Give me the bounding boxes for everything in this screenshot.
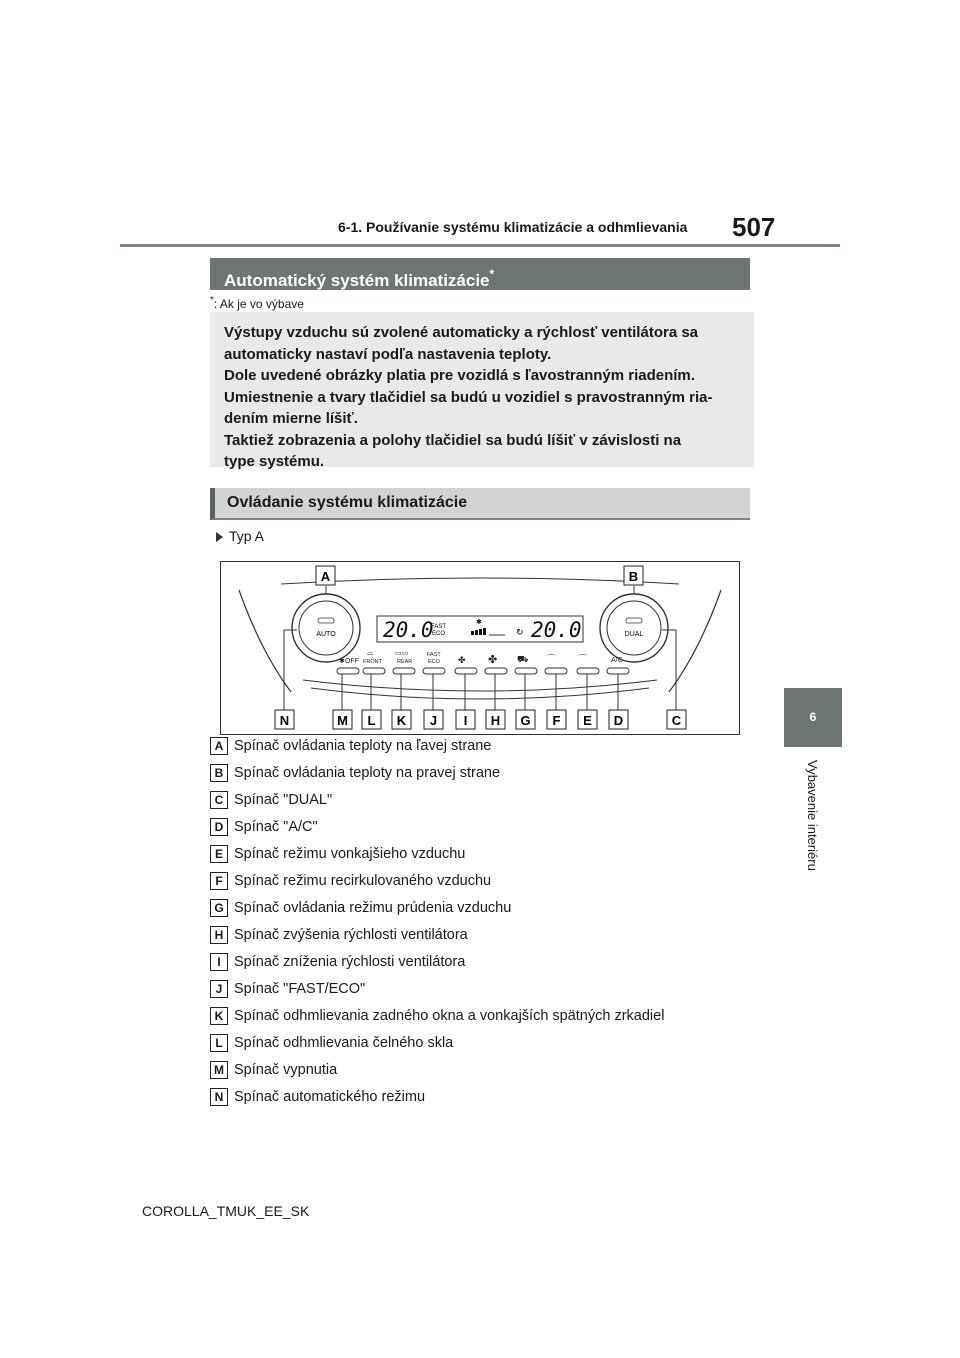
callout-label: I <box>463 713 468 728</box>
ac-button <box>485 668 507 674</box>
ac-panel-figure <box>220 561 740 735</box>
legend-text: Spínač zvýšenia rýchlosti ventilátora <box>234 927 468 943</box>
footer-doc-id: COROLLA_TMUK_EE_SK <box>142 1203 310 1219</box>
legend-text: Spínač ovládania režimu prúdenia vzduchu <box>234 900 512 916</box>
svg-text:▭▭: ▭▭ <box>395 649 409 657</box>
ac-button <box>393 668 415 674</box>
right-temp-knob <box>600 594 668 662</box>
callout-label: M <box>337 713 348 728</box>
legend-item <box>210 844 465 864</box>
legend-text: Spínač "A/C" <box>234 819 318 835</box>
legend-item <box>210 763 500 783</box>
knob-auto-label: AUTO <box>316 631 336 638</box>
type-label <box>216 528 264 544</box>
btn-front-label: FRONT <box>363 659 382 665</box>
callout-label: B <box>628 569 639 584</box>
triangle-bullet-icon <box>216 532 223 542</box>
legend-key: E <box>210 845 228 863</box>
page-number: 507 <box>732 212 776 242</box>
legend-key: C <box>210 791 228 809</box>
legend-text: Spínač odhmlievania čelného skla <box>234 1035 454 1051</box>
heading-auto-ac-text: Automatický systém klimatizácie <box>224 271 490 290</box>
ac-button <box>423 668 445 674</box>
ac-button <box>337 668 359 674</box>
legend-key: H <box>210 926 228 944</box>
legend-item <box>210 790 332 810</box>
legend-key: I <box>210 953 228 971</box>
section-title: 6-1. Používanie systému klimatizácie a odhmlievania <box>338 219 688 235</box>
intro-line: Dole uvedené obrázky platia pre vozidlá s ľavostranným riadením. <box>224 367 695 384</box>
btn-fast-label: FAST <box>427 652 441 658</box>
btn-ac-label: A/C <box>611 657 623 664</box>
intro-line: type systému. <box>224 453 325 470</box>
svg-text:⌒: ⌒ <box>578 655 588 665</box>
legend-key: B <box>210 764 228 782</box>
legend-item <box>210 979 365 999</box>
ac-button <box>363 668 385 674</box>
footnote-text: : Ak je vo výbave <box>213 297 304 311</box>
intro-line: automaticky nastaví podľa nastavenia teploty. <box>224 345 552 363</box>
chapter-tab: 6 <box>784 688 842 747</box>
legend-item <box>210 1033 453 1053</box>
intro-line: Výstupy vzduchu sú zvolené automaticky a rýchlosť ventilátora sa <box>224 324 699 341</box>
callout-label: L <box>367 713 376 728</box>
callout-label: N <box>279 713 290 728</box>
callout-label: E <box>583 713 592 728</box>
svg-text:⌓: ⌓ <box>367 648 374 657</box>
legend-text: Spínač "DUAL" <box>234 792 333 808</box>
callout-label: H <box>490 713 501 728</box>
callout-label: K <box>396 713 407 728</box>
display-eco: ECO <box>432 631 446 637</box>
btn-rear-label: REAR <box>397 659 413 665</box>
chapter-label: Vybavenie interiéru <box>805 760 820 871</box>
legend-text: Spínač odhmlievania zadného okna a vonkajších spätných zrkadiel <box>234 1008 665 1024</box>
legend-key: K <box>210 1007 228 1025</box>
left-temp-knob <box>292 594 360 662</box>
footnote <box>210 295 304 311</box>
legend-key: G <box>210 899 228 917</box>
legend-item <box>210 871 491 891</box>
display-fast: FAST <box>431 624 447 630</box>
callout-label: D <box>613 713 624 728</box>
intro-line: Taktiež zobrazenia a polohy tlačidiel sa budú líšiť v závislosti na <box>224 431 682 449</box>
svg-text:↻: ↻ <box>516 628 524 638</box>
svg-text:✱: ✱ <box>339 657 345 665</box>
ac-button <box>607 668 629 674</box>
svg-text:✱: ✱ <box>476 618 482 626</box>
legend-key: F <box>210 872 228 890</box>
ac-display <box>377 616 583 642</box>
legend-text: Spínač ovládania teploty na pravej strane <box>234 765 501 781</box>
knob-dual-label: DUAL <box>624 631 644 638</box>
callout-label: J <box>429 713 438 728</box>
svg-text:⌒: ⌒ <box>547 655 557 665</box>
btn-eco-label: ECO <box>428 659 440 665</box>
heading-ac-control: Ovládanie systému klimatizácie <box>210 488 750 520</box>
legend-key: A <box>210 737 228 755</box>
legend-item <box>210 898 511 918</box>
display-right-temp: 20.0 <box>531 618 582 642</box>
legend-key: M <box>210 1061 228 1079</box>
legend-item <box>210 925 468 945</box>
legend-key: J <box>210 980 228 998</box>
ac-button <box>577 668 599 674</box>
callout-label: F <box>552 713 561 728</box>
legend-text: Spínač režimu vonkajšieho vzduchu <box>234 846 466 862</box>
intro-box <box>210 312 754 470</box>
legend-item <box>210 736 491 756</box>
footnote-mark: * <box>210 295 214 306</box>
callout-label: C <box>671 713 682 728</box>
callout-label: G <box>520 713 531 728</box>
legend-key: N <box>210 1088 228 1106</box>
ac-button <box>515 668 537 674</box>
display-left-temp: 20.0 <box>383 618 434 642</box>
legend-text: Spínač "FAST/ECO" <box>234 981 366 997</box>
header-rule <box>120 244 840 247</box>
intro-line: Umiestnenie a tvary tlačidiel sa budú u vozidiel s pravostranným ria- <box>224 388 713 406</box>
heading-auto-ac <box>210 258 750 290</box>
type-label-text: Typ A <box>229 528 265 544</box>
legend-text: Spínač ovládania teploty na ľavej strane <box>234 738 492 754</box>
intro-line: dením mierne líšiť. <box>224 410 358 427</box>
legend-text: Spínač zníženia rýchlosti ventilátora <box>234 954 466 970</box>
svg-text:✤: ✤ <box>458 656 466 666</box>
ac-button <box>545 668 567 674</box>
legend-text: Spínač režimu recirkulovaného vzduchu <box>234 873 492 889</box>
btn-off-label: OFF <box>345 658 359 665</box>
callout-label: A <box>320 569 331 584</box>
legend-item <box>210 817 318 837</box>
heading-asterisk: * <box>489 267 495 281</box>
legend-text: Spínač automatického režimu <box>234 1089 426 1105</box>
ac-button <box>455 668 477 674</box>
legend-text: Spínač vypnutia <box>234 1062 338 1078</box>
legend-item <box>210 1006 664 1026</box>
svg-text:✤: ✤ <box>488 653 498 666</box>
legend-item <box>210 952 465 972</box>
svg-text:⛟: ⛟ <box>517 655 529 665</box>
legend-item <box>210 1087 425 1107</box>
legend-key: D <box>210 818 228 836</box>
legend-item <box>210 1060 337 1080</box>
legend-key: L <box>210 1034 228 1052</box>
